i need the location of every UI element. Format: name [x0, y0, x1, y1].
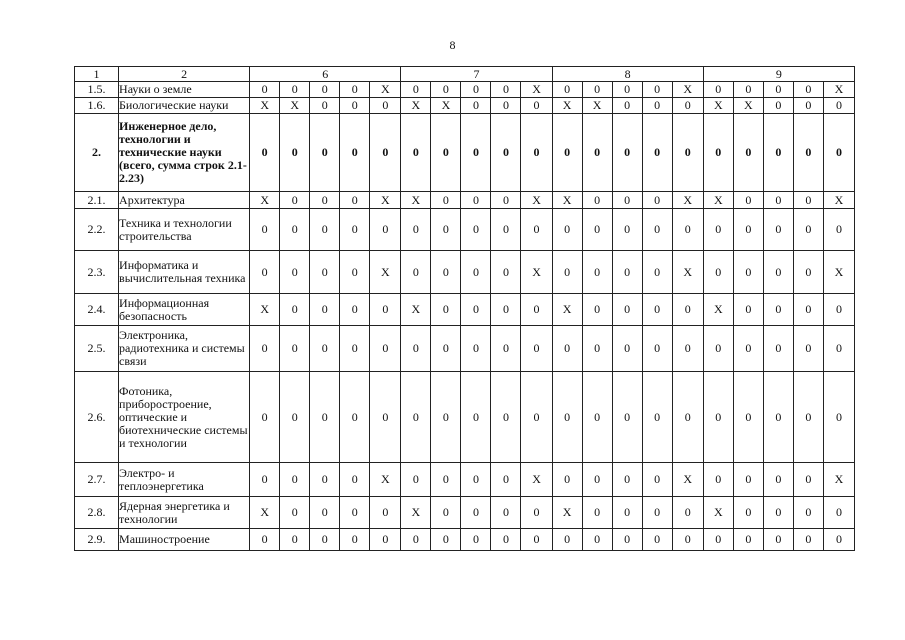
value-cell: 0 — [582, 192, 612, 209]
value-cell: 0 — [672, 98, 703, 114]
value-cell: 0 — [340, 98, 370, 114]
value-cell: 0 — [280, 497, 310, 529]
value-cell: 0 — [612, 294, 642, 326]
value-cell: 0 — [491, 251, 521, 294]
value-cell: 0 — [672, 294, 703, 326]
value-cell: 0 — [582, 294, 612, 326]
row-number: 2.1. — [75, 192, 119, 209]
table-row — [75, 326, 855, 372]
row-name: Инженерное дело, технологии и технические науки (всего, сумма строк 2.1- 2.23) — [119, 114, 250, 192]
value-cell: 0 — [340, 251, 370, 294]
value-cell: 0 — [250, 251, 280, 294]
value-cell: X — [370, 463, 401, 497]
row-name: Машиностроение — [119, 529, 250, 551]
value-cell: 0 — [672, 114, 703, 192]
value-cell: 0 — [250, 209, 280, 251]
value-cell: 0 — [461, 82, 491, 98]
value-cell: 0 — [823, 497, 854, 529]
header-cell-col6: 6 — [250, 67, 401, 82]
value-cell: 0 — [250, 529, 280, 551]
value-cell: 0 — [793, 372, 823, 463]
value-cell: 0 — [521, 294, 552, 326]
data-table — [74, 66, 855, 551]
value-cell: 0 — [733, 209, 763, 251]
value-cell: 0 — [401, 372, 431, 463]
value-cell: 0 — [491, 326, 521, 372]
value-cell: 0 — [823, 114, 854, 192]
value-cell: 0 — [521, 497, 552, 529]
row-number: 2.2. — [75, 209, 119, 251]
value-cell: 0 — [461, 114, 491, 192]
row-number: 2.9. — [75, 529, 119, 551]
value-cell: 0 — [431, 209, 461, 251]
value-cell: 0 — [250, 82, 280, 98]
value-cell: 0 — [582, 497, 612, 529]
value-cell: 0 — [823, 529, 854, 551]
value-cell: 0 — [703, 529, 733, 551]
value-cell: X — [401, 192, 431, 209]
table-row — [75, 209, 855, 251]
value-cell: 0 — [340, 294, 370, 326]
row-number: 2.5. — [75, 326, 119, 372]
value-cell: 0 — [370, 114, 401, 192]
value-cell: 0 — [612, 192, 642, 209]
page-number: 8 — [449, 38, 456, 52]
table-row — [75, 98, 855, 114]
value-cell: 0 — [612, 463, 642, 497]
value-cell: 0 — [823, 209, 854, 251]
value-cell: X — [521, 82, 552, 98]
value-cell: 0 — [461, 326, 491, 372]
value-cell: 0 — [582, 372, 612, 463]
value-cell: 0 — [642, 463, 672, 497]
value-cell: 0 — [461, 294, 491, 326]
value-cell: 0 — [642, 372, 672, 463]
value-cell: 0 — [370, 294, 401, 326]
header-cell-col2: 2 — [119, 67, 250, 82]
value-cell: 0 — [763, 372, 793, 463]
value-cell: 0 — [672, 372, 703, 463]
value-cell: 0 — [310, 372, 340, 463]
value-cell: 0 — [552, 372, 582, 463]
header-cell-col7: 7 — [401, 67, 552, 82]
table-row — [75, 114, 855, 192]
value-cell: 0 — [642, 82, 672, 98]
value-cell: 0 — [280, 82, 310, 98]
value-cell: 0 — [552, 114, 582, 192]
value-cell: X — [672, 463, 703, 497]
value-cell: X — [250, 294, 280, 326]
value-cell: 0 — [763, 98, 793, 114]
value-cell: 0 — [793, 251, 823, 294]
row-number: 2.7. — [75, 463, 119, 497]
row-name: Электроника, радиотехника и системы связи — [119, 326, 250, 372]
value-cell: X — [250, 192, 280, 209]
value-cell: 0 — [793, 114, 823, 192]
value-cell: X — [703, 497, 733, 529]
value-cell: X — [552, 98, 582, 114]
value-cell: 0 — [642, 497, 672, 529]
value-cell: 0 — [703, 372, 733, 463]
value-cell: X — [823, 251, 854, 294]
value-cell: 0 — [612, 98, 642, 114]
value-cell: X — [401, 294, 431, 326]
value-cell: X — [370, 82, 401, 98]
value-cell: 0 — [340, 529, 370, 551]
value-cell: 0 — [733, 82, 763, 98]
value-cell: 0 — [310, 98, 340, 114]
value-cell: X — [823, 463, 854, 497]
value-cell: 0 — [401, 326, 431, 372]
table-row — [75, 192, 855, 209]
row-name: Электро- и теплоэнергетика — [119, 463, 250, 497]
value-cell: 0 — [431, 82, 461, 98]
header-cell-col9: 9 — [703, 67, 854, 82]
value-cell: X — [521, 192, 552, 209]
value-cell: 0 — [733, 372, 763, 463]
value-cell: 0 — [612, 372, 642, 463]
value-cell: 0 — [552, 251, 582, 294]
value-cell: 0 — [612, 82, 642, 98]
row-name: Информатика и вычислительная техника — [119, 251, 250, 294]
value-cell: 0 — [733, 529, 763, 551]
value-cell: 0 — [733, 192, 763, 209]
value-cell: 0 — [310, 326, 340, 372]
row-number: 1.5. — [75, 82, 119, 98]
value-cell: 0 — [552, 209, 582, 251]
value-cell: 0 — [340, 209, 370, 251]
value-cell: 0 — [370, 98, 401, 114]
value-cell: X — [552, 497, 582, 529]
value-cell: 0 — [672, 326, 703, 372]
value-cell: 0 — [672, 209, 703, 251]
value-cell: 0 — [582, 209, 612, 251]
value-cell: 0 — [310, 82, 340, 98]
value-cell: 0 — [280, 209, 310, 251]
value-cell: 0 — [521, 98, 552, 114]
value-cell: 0 — [401, 251, 431, 294]
value-cell: 0 — [612, 209, 642, 251]
value-cell: 0 — [612, 497, 642, 529]
value-cell: 0 — [763, 294, 793, 326]
table-row — [75, 372, 855, 463]
value-cell: 0 — [763, 326, 793, 372]
value-cell: 0 — [793, 209, 823, 251]
value-cell: 0 — [642, 294, 672, 326]
value-cell: 0 — [763, 209, 793, 251]
value-cell: 0 — [703, 326, 733, 372]
value-cell: 0 — [431, 114, 461, 192]
value-cell: 0 — [793, 294, 823, 326]
value-cell: 0 — [703, 82, 733, 98]
value-cell: 0 — [793, 463, 823, 497]
value-cell: 0 — [642, 326, 672, 372]
value-cell: 0 — [431, 251, 461, 294]
row-number: 2.3. — [75, 251, 119, 294]
value-cell: X — [672, 82, 703, 98]
row-number: 2. — [75, 114, 119, 192]
value-cell: X — [552, 192, 582, 209]
value-cell: 0 — [763, 497, 793, 529]
value-cell: 0 — [612, 529, 642, 551]
value-cell: 0 — [461, 192, 491, 209]
value-cell: 0 — [612, 114, 642, 192]
value-cell: 0 — [521, 326, 552, 372]
value-cell: 0 — [672, 497, 703, 529]
value-cell: 0 — [401, 82, 431, 98]
value-cell: 0 — [491, 82, 521, 98]
table-row — [75, 463, 855, 497]
value-cell: 0 — [340, 192, 370, 209]
value-cell: 0 — [431, 192, 461, 209]
value-cell: X — [250, 497, 280, 529]
value-cell: 0 — [823, 372, 854, 463]
table-row — [75, 251, 855, 294]
value-cell: 0 — [340, 372, 370, 463]
value-cell: 0 — [370, 372, 401, 463]
value-cell: 0 — [642, 98, 672, 114]
value-cell: 0 — [823, 98, 854, 114]
value-cell: 0 — [280, 251, 310, 294]
value-cell: 0 — [491, 192, 521, 209]
value-cell: 0 — [793, 497, 823, 529]
value-cell: 0 — [612, 251, 642, 294]
value-cell: 0 — [431, 294, 461, 326]
value-cell: 0 — [703, 463, 733, 497]
table-row — [75, 294, 855, 326]
row-number: 2.4. — [75, 294, 119, 326]
value-cell: 0 — [642, 209, 672, 251]
value-cell: 0 — [310, 251, 340, 294]
value-cell: 0 — [250, 463, 280, 497]
value-cell: 0 — [823, 326, 854, 372]
value-cell: 0 — [733, 497, 763, 529]
value-cell: 0 — [672, 529, 703, 551]
value-cell: 0 — [431, 372, 461, 463]
value-cell: X — [552, 294, 582, 326]
value-cell: 0 — [280, 372, 310, 463]
value-cell: 0 — [461, 463, 491, 497]
row-name: Ядерная энергетика и технологии — [119, 497, 250, 529]
value-cell: 0 — [642, 192, 672, 209]
value-cell: 0 — [431, 529, 461, 551]
value-cell: 0 — [401, 463, 431, 497]
value-cell: 0 — [703, 251, 733, 294]
value-cell: 0 — [733, 251, 763, 294]
value-cell: 0 — [280, 192, 310, 209]
row-number: 1.6. — [75, 98, 119, 114]
value-cell: 0 — [763, 463, 793, 497]
value-cell: 0 — [733, 463, 763, 497]
value-cell: X — [703, 98, 733, 114]
value-cell: 0 — [733, 294, 763, 326]
value-cell: 0 — [340, 497, 370, 529]
value-cell: X — [582, 98, 612, 114]
value-cell: 0 — [340, 326, 370, 372]
row-name: Науки о земле — [119, 82, 250, 98]
value-cell: 0 — [310, 114, 340, 192]
table-row — [75, 82, 855, 98]
value-cell: 0 — [280, 114, 310, 192]
value-cell: X — [823, 82, 854, 98]
value-cell: 0 — [431, 463, 461, 497]
value-cell: 0 — [642, 251, 672, 294]
value-cell: 0 — [582, 326, 612, 372]
value-cell: 0 — [280, 294, 310, 326]
value-cell: 0 — [461, 251, 491, 294]
value-cell: 0 — [763, 192, 793, 209]
value-cell: 0 — [370, 209, 401, 251]
value-cell: 0 — [310, 529, 340, 551]
value-cell: 0 — [431, 326, 461, 372]
value-cell: 0 — [763, 529, 793, 551]
value-cell: 0 — [763, 251, 793, 294]
value-cell: X — [733, 98, 763, 114]
value-cell: 0 — [491, 294, 521, 326]
value-cell: 0 — [552, 463, 582, 497]
value-cell: 0 — [733, 114, 763, 192]
value-cell: X — [370, 251, 401, 294]
value-cell: 0 — [793, 529, 823, 551]
value-cell: 0 — [340, 463, 370, 497]
value-cell: X — [401, 497, 431, 529]
value-cell: 0 — [280, 529, 310, 551]
value-cell: 0 — [793, 82, 823, 98]
value-cell: 0 — [370, 497, 401, 529]
value-cell: 0 — [491, 209, 521, 251]
value-cell: 0 — [612, 326, 642, 372]
value-cell: 0 — [521, 114, 552, 192]
value-cell: 0 — [431, 497, 461, 529]
value-cell: X — [431, 98, 461, 114]
value-cell: 0 — [491, 114, 521, 192]
table-row — [75, 497, 855, 529]
value-cell: 0 — [310, 209, 340, 251]
value-cell: 0 — [461, 372, 491, 463]
value-cell: 0 — [461, 497, 491, 529]
value-cell: 0 — [401, 209, 431, 251]
value-cell: 0 — [401, 114, 431, 192]
value-cell: 0 — [491, 98, 521, 114]
value-cell: 0 — [461, 98, 491, 114]
value-cell: 0 — [793, 326, 823, 372]
value-cell: 0 — [552, 529, 582, 551]
value-cell: 0 — [582, 463, 612, 497]
header-cell-col8: 8 — [552, 67, 703, 82]
value-cell: 0 — [491, 497, 521, 529]
value-cell: 0 — [491, 529, 521, 551]
value-cell: 0 — [250, 372, 280, 463]
value-cell: 0 — [521, 209, 552, 251]
value-cell: X — [703, 192, 733, 209]
value-cell: 0 — [733, 326, 763, 372]
value-cell: 0 — [340, 82, 370, 98]
value-cell: 0 — [461, 209, 491, 251]
value-cell: X — [401, 98, 431, 114]
value-cell: 0 — [703, 114, 733, 192]
value-cell: X — [703, 294, 733, 326]
value-cell: X — [280, 98, 310, 114]
value-cell: 0 — [582, 82, 612, 98]
row-number: 2.6. — [75, 372, 119, 463]
header-cell-col1: 1 — [75, 67, 119, 82]
value-cell: 0 — [250, 326, 280, 372]
value-cell: X — [250, 98, 280, 114]
value-cell: 0 — [310, 192, 340, 209]
value-cell: 0 — [793, 192, 823, 209]
table-row — [75, 529, 855, 551]
value-cell: 0 — [552, 82, 582, 98]
value-cell: X — [672, 251, 703, 294]
row-name: Информационная безопасность — [119, 294, 250, 326]
value-cell: 0 — [642, 114, 672, 192]
value-cell: 0 — [552, 326, 582, 372]
value-cell: X — [370, 192, 401, 209]
value-cell: X — [521, 251, 552, 294]
row-name: Фотоника, приборостроение, оптические и биотехнические системы и технологии — [119, 372, 250, 463]
row-name: Техника и технологии строительства — [119, 209, 250, 251]
row-name: Архитектура — [119, 192, 250, 209]
value-cell: 0 — [703, 209, 733, 251]
value-cell: 0 — [280, 326, 310, 372]
value-cell: 0 — [370, 326, 401, 372]
value-cell: 0 — [823, 294, 854, 326]
value-cell: X — [823, 192, 854, 209]
value-cell: 0 — [370, 529, 401, 551]
value-cell: 0 — [793, 98, 823, 114]
value-cell: 0 — [310, 463, 340, 497]
value-cell: 0 — [521, 372, 552, 463]
value-cell: 0 — [582, 251, 612, 294]
value-cell: 0 — [310, 294, 340, 326]
value-cell: 0 — [582, 114, 612, 192]
value-cell: 0 — [461, 529, 491, 551]
value-cell: 0 — [340, 114, 370, 192]
value-cell: 0 — [491, 463, 521, 497]
value-cell: 0 — [763, 82, 793, 98]
row-name: Биологические науки — [119, 98, 250, 114]
value-cell: X — [672, 192, 703, 209]
header-row — [75, 67, 855, 82]
value-cell: 0 — [491, 372, 521, 463]
value-cell: 0 — [401, 529, 431, 551]
value-cell: 0 — [280, 463, 310, 497]
value-cell: 0 — [310, 497, 340, 529]
value-cell: 0 — [521, 529, 552, 551]
row-number: 2.8. — [75, 497, 119, 529]
value-cell: 0 — [582, 529, 612, 551]
value-cell: 0 — [642, 529, 672, 551]
value-cell: 0 — [250, 114, 280, 192]
value-cell: 0 — [763, 114, 793, 192]
value-cell: X — [521, 463, 552, 497]
